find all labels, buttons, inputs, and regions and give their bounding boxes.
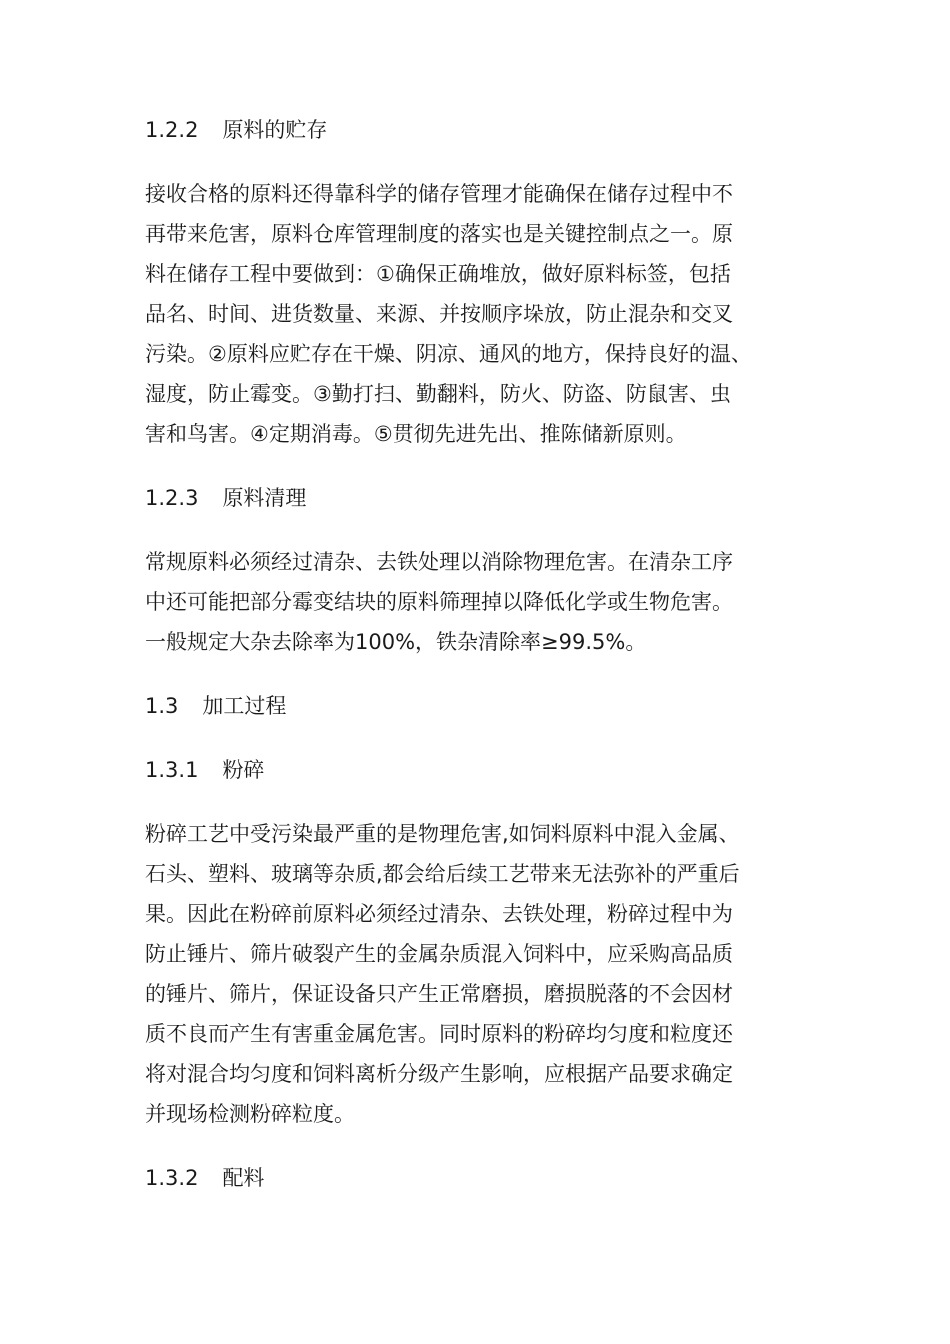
section-heading-1-3-2 — [145, 1158, 810, 1198]
paragraph-line: 常规原料必须经过清杂、去铁处理以消除物理危害。在清杂工序 — [145, 550, 733, 574]
paragraph-line: 中还可能把部分霉变结块的原料筛理掉以降低化学或生物危害。 — [145, 590, 733, 614]
section-title: 配料 — [222, 1166, 265, 1190]
section-number: 1.2.2 — [145, 118, 199, 142]
paragraph-cleaning — [145, 542, 810, 662]
paragraph-line: 防止锤片、筛片破裂产生的金属杂质混入饲料中，应采购高品质 — [145, 942, 733, 966]
paragraph-line: 接收合格的原料还得靠科学的储存管理才能确保在储存过程中不 — [145, 182, 733, 206]
section-title: 原料的贮存 — [222, 118, 328, 142]
section-number: 1.3.2 — [145, 1166, 199, 1190]
paragraph-line: 粉碎工艺中受污染最严重的是物理危害,如饲料原料中混入金属、 — [145, 822, 740, 846]
section-number: 1.2.3 — [145, 486, 199, 510]
section-title: 粉碎 — [222, 758, 265, 782]
paragraph-line: 石头、塑料、玻璃等杂质,都会给后续工艺带来无法弥补的严重后 — [145, 862, 740, 886]
paragraph-line: 污染。②原料应贮存在干燥、阴凉、通风的地方，保持良好的温、 — [145, 342, 752, 366]
paragraph-line: 害和鸟害。④定期消毒。⑤贯彻先进先出、推陈储新原则。 — [145, 422, 687, 446]
section-heading-1-2-3 — [145, 478, 810, 518]
paragraph-line: 再带来危害，原料仓库管理制度的落实也是关键控制点之一。原 — [145, 222, 733, 246]
paragraph-line: 并现场检测粉碎粒度。 — [145, 1102, 355, 1126]
paragraph-line: 将对混合均匀度和饲料离析分级产生影响，应根据产品要求确定 — [145, 1062, 733, 1086]
section-heading-1-3-1 — [145, 750, 810, 790]
section-heading-1-2-2 — [145, 110, 810, 150]
section-number: 1.3 — [145, 694, 179, 718]
document-page — [145, 110, 810, 1198]
paragraph-storage — [145, 174, 810, 454]
section-heading-1-3 — [145, 686, 810, 726]
paragraph-line: 质不良而产生有害重金属危害。同时原料的粉碎均匀度和粒度还 — [145, 1022, 733, 1046]
paragraph-line: 果。因此在粉碎前原料必须经过清杂、去铁处理，粉碎过程中为 — [145, 902, 733, 926]
paragraph-grinding — [145, 814, 810, 1134]
section-title: 原料清理 — [222, 486, 307, 510]
paragraph-line: 料在储存工程中要做到：①确保正确堆放，做好原料标签，包括 — [145, 262, 731, 286]
paragraph-line: 湿度，防止霉变。③勤打扫、勤翻料，防火、防盗、防鼠害、虫 — [145, 382, 731, 406]
paragraph-line: 的锤片、筛片，保证设备只产生正常磨损，磨损脱落的不会因材 — [145, 982, 733, 1006]
paragraph-line: 一般规定大杂去除率为100%，铁杂清除率≥99.5%。 — [145, 630, 647, 654]
section-title: 加工过程 — [202, 694, 287, 718]
section-number: 1.3.1 — [145, 758, 199, 782]
paragraph-line: 品名、时间、进货数量、来源、并按顺序垛放，防止混杂和交叉 — [145, 302, 733, 326]
